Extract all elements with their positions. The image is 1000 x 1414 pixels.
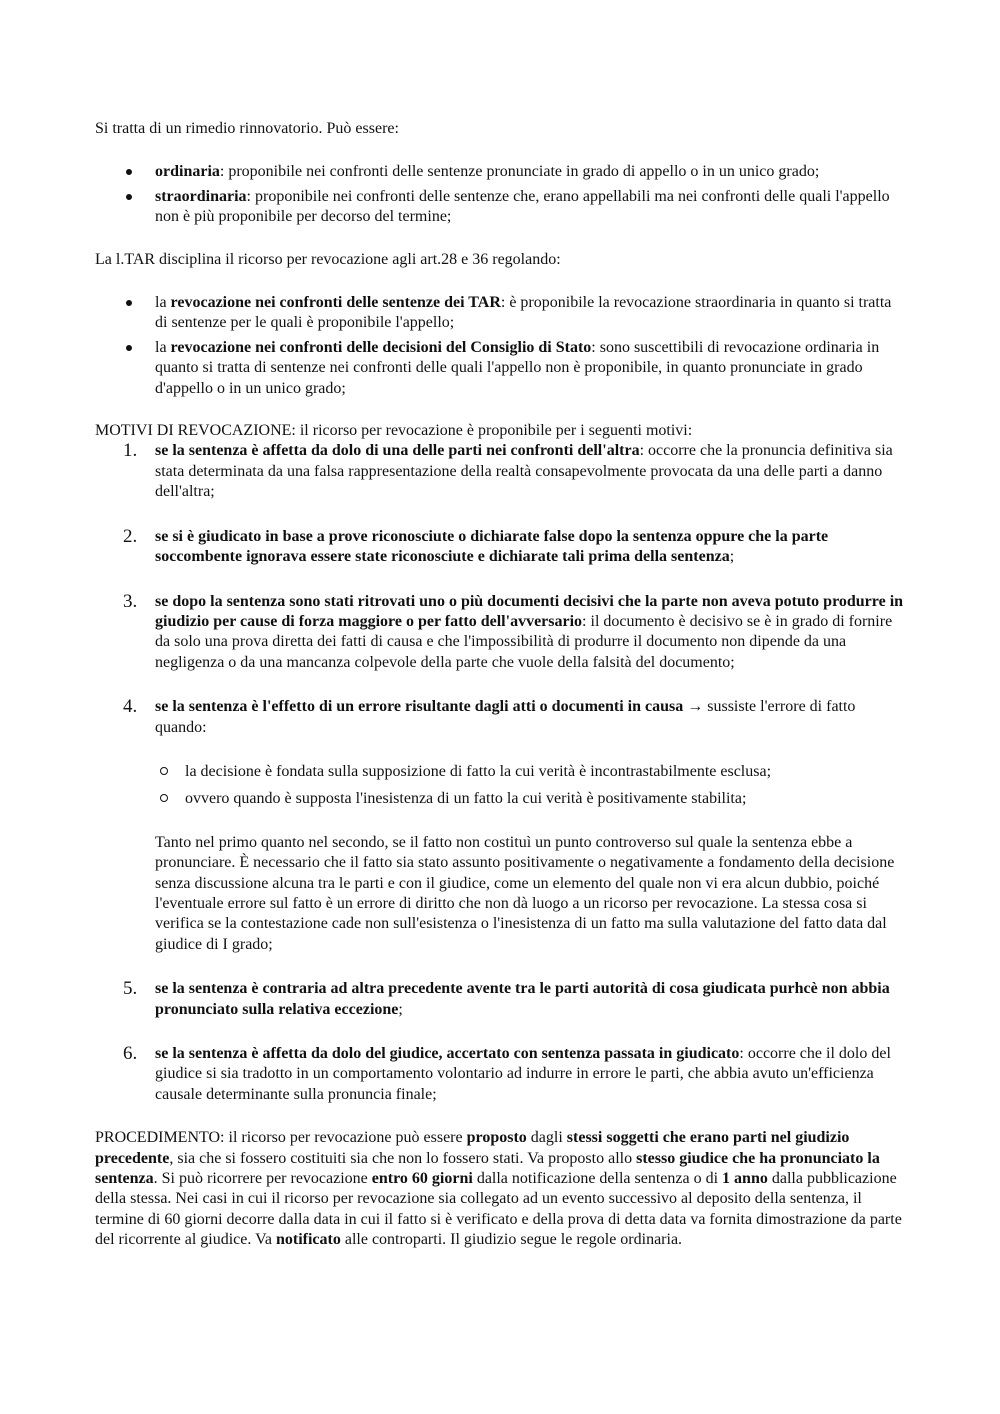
item-number: 5. [123,978,138,1000]
procedimento-text: alle controparti. Il giudizio segue le regole ordinaria. [340,1231,683,1249]
item-number: 4. [123,696,138,718]
list-item-text: : è proponibile la revocazione straordinaria in quanto si tratta di sentenze per le quali è proponibile l'appello; [155,294,892,332]
motivo-item [95,592,907,674]
motivo-item [95,441,907,502]
list-item [95,293,907,334]
item-number: 3. [123,590,138,612]
item-number: 6. [123,1043,138,1064]
motivo-text: : occorre che il dolo del giudice si sia tradotto in un comportamento volontario ad indurre in errore le parti, che abbia avuto un'efficienza causale determinante sulla pronuncia finale; [155,1045,891,1103]
arrow-icon: → [683,698,708,716]
item-number: 2. [123,525,138,547]
term-straordinaria: straordinaria [155,187,247,205]
revocation-types-list [95,162,907,227]
motivo-title: se dopo la sentenza sono stati ritrovati uno o più documenti decisivi che la parte non aveva potuto produrre in giudizio per cause di forza maggiore o per fatto dell'avversario [155,592,904,630]
motivi-list [95,441,907,1105]
motivo-title: se si è giudicato in base a prove riconosciute o dichiarate false dopo la sentenza oppure che la parte soccombente ignorava essere state riconosciute e dichiarate tali prima della sentenza [155,527,829,566]
intro-paragraph: Si tratta di un rimedio rinnovatorio. Può essere: [95,120,399,137]
procedimento-bold: 1 anno [722,1170,768,1188]
term-ordinaria: ordinaria [155,163,220,181]
ltar-list [95,293,907,399]
procedimento-text: dagli [526,1129,567,1147]
procedimento-text: dalla pubblicazione della stessa. Nei casi in cui il ricorso per revocazione sia collegato ad un evento successivo al deposito della sentenza, il termine di 60 giorni decorre dalla data in cui il fatto si è verificato e della prova di detta data va fornita dimostrazione da parte del ricorrente al giudice. Va [95,1170,902,1249]
motivo-text: sussiste l'errore di fatto quando: [155,698,856,736]
list-item [95,338,907,399]
procedimento-text: . Si può ricorrere per revocazione [153,1170,372,1188]
list-item [95,162,907,182]
list-item-prefix: la [155,338,171,356]
procedimento-text: dalla notificazione della sentenza o di [472,1170,723,1188]
list-item-text: : sono suscettibili di revocazione ordinaria in quanto si tratta di sentenze nei confronti delle quali l'appello non è proponibile, in quanto pronunciate in grado d'appello o in un unico grado; [155,338,880,397]
list-item-text: : proponibile nei confronti delle sentenze pronunciate in grado di appello o in un unico grado; [219,163,820,181]
procedimento-text: , sia che si fossero costituiti sia che non lo fossero stati. Va proposto allo [169,1149,637,1167]
motivo-text: : occorre che la pronuncia definitiva sia stata determinata da una falsa rappresentazione della realtà consapevolmente provocata da una delle parti a danno dell'altra; [155,442,893,501]
motivo-item [95,697,907,955]
motivo-title: se la sentenza è affetta da dolo del giudice, accertato con sentenza passata in giudicato [155,1045,740,1062]
document-page [95,119,907,1251]
list-item [95,187,907,228]
procedimento-bold: stessi soggetti che erano parti nel giudizio precedente [95,1129,850,1167]
motivo-title: se la sentenza è affetta da dolo di una delle parti nei confronti dell'altra [155,442,640,460]
motivo-item [95,979,907,1020]
procedimento-bold: stesso giudice che ha pronunciato la sentenza [95,1149,880,1188]
motivo-text: ; [729,548,735,566]
list-item: la decisione è fondata sulla supposizione di fatto la cui verità è incontrastabilmente esclusa; [155,762,907,782]
list-item-bold: revocazione nei confronti delle decisioni del Consiglio di Stato [170,338,592,356]
motivo-text: : il documento è decisivo se è in grado di fornire da solo una prova diretta dei fatti di causa e che l'impossibilità di produrre il documento non dipende da una negligenza o da una mancanza colpevole della parte che vuole della falsità del documento; [155,612,893,671]
item-number: 1. [123,440,138,462]
motivi-heading: MOTIVI DI REVOCAZIONE: il ricorso per revocazione è proponibile per i seguenti motivi: [95,422,693,440]
error-conditions-list [155,762,907,810]
list-item-text: : proponibile nei confronti delle sentenze che, erano appellabili ma nei confronti delle quali l'appello non è più proponibile per decorso del termine; [155,187,890,226]
list-item: ovvero quando è supposta l'inesistenza di un fatto la cui verità è positivamente stabilita; [155,789,907,809]
motivo-title: se la sentenza è contraria ad altra precedente avente tra le parti autorità di cosa giudicata purhcè non abbia pronunciato sulla relativa eccezione [155,980,890,1018]
list-item-prefix: la [155,294,171,312]
motivo-item [95,527,907,568]
procedimento-text: PROCEDIMENTO: il ricorso per revocazione può essere [95,1129,467,1147]
motivo-title: se la sentenza è l'effetto di un errore risultante dagli atti o documenti in causa [155,698,684,716]
procedimento-bold: entro 60 giorni [371,1170,473,1188]
procedimento-paragraph [95,1128,907,1250]
motivo-explanation: Tanto nel primo quanto nel secondo, se il fatto non costituì un punto controverso sul quale la sentenza ebbe a pronunciare. È necessario che il fatto sia stato assunto positivamente o negativamente a fondamento della decisione senza discussione alcuna tra le parti e con il giudice, come un elemento del quale non vi era alcun dubbio, poiché l'eventuale errore sul fatto è un errore di diritto che non dà luogo a un ricorso per revocazione. La stessa cosa si verifica se la contestazione cade non sull'esistenza o l'inesistenza di un fatto ma sulla valutazione del fatto data dal giudice di I grado; [155,833,895,953]
ltar-intro-paragraph: La l.TAR disciplina il ricorso per revocazione agli art.28 e 36 regolando: [95,250,561,268]
list-item-bold: revocazione nei confronti delle sentenze dei TAR [170,294,501,312]
motivo-item [95,1044,907,1105]
procedimento-bold: notificato [275,1231,341,1249]
motivo-text: ; [398,1000,403,1018]
procedimento-bold: proposto [466,1129,527,1147]
